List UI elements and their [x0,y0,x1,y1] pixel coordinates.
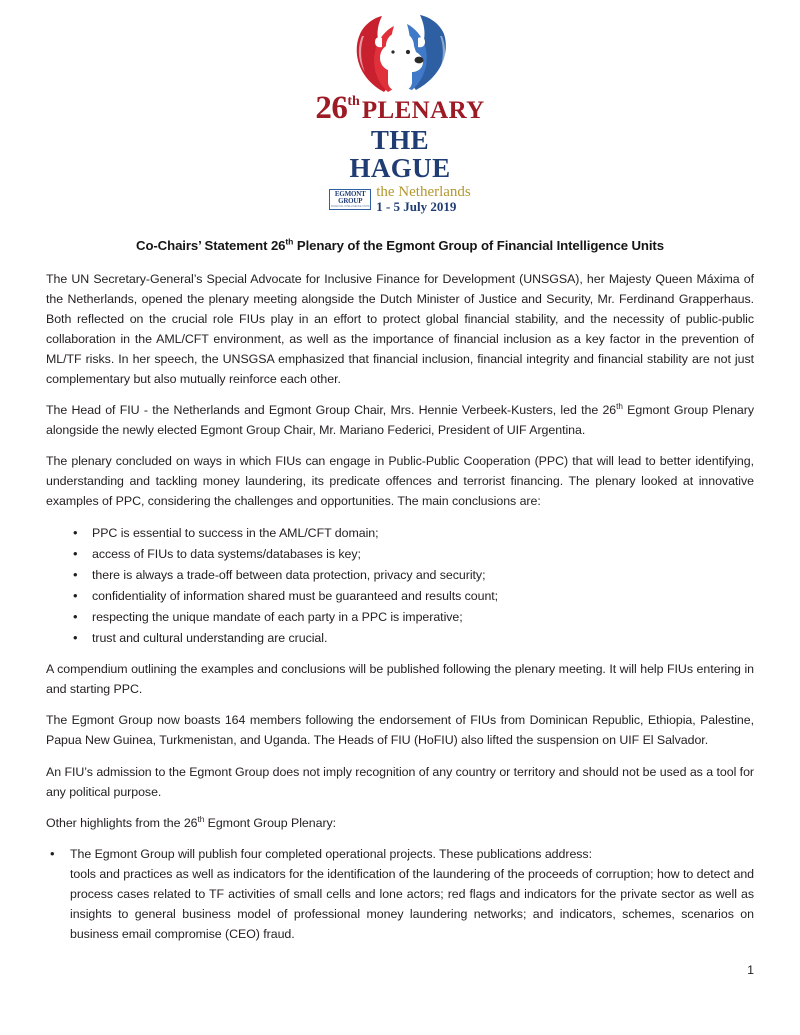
list-item [46,844,754,944]
list-item: • trust and cultural understanding are crucial. [46,628,754,648]
page-title [46,237,754,255]
logo-plenary-word: PLENARY [361,97,485,124]
paragraph-fiu-head [46,400,754,440]
page-title-after: Plenary of the Egmont Group of Financial Intelligence Units [293,237,664,253]
paragraph-fiu-head-before: The Head of FIU - the Netherlands and Egmont Group Chair, Mrs. Hennie Verbeek-Kusters, led the 26 [46,403,617,418]
highlights-list [46,844,754,944]
paragraph-fiu-head-ordinal: th [616,401,623,411]
paragraph-highlights-ordinal: th [197,814,205,824]
logo-city: THE HAGUE [349,125,451,184]
badge-line-2: GROUP [338,197,363,206]
page-title-ordinal: th [285,236,294,247]
list-item: • PPC is essential to success in the AML/CFT domain; [46,523,754,543]
document-body [0,237,800,945]
list-item-body: tools and practices as well as indicators for the identification of the laundering of the proceeds of corruption; how to detect and process cases related to TF activities of small cells and lone actors; red flags and indicators for the private sector as well as insights to general business model of professional money laundering networks; and indicators, schemes, scenarios on business email compromise (CEO) fraud. [70,866,754,942]
badge-line-3: FINANCIAL INTELLIGENCE UNITS [330,205,370,209]
logo-block [0,0,800,215]
page-title-before: Co-Chairs’ Statement 26 [136,237,286,253]
paragraph-other-highlights [46,813,754,833]
logo-country: the Netherlands [376,183,471,200]
paragraph-members: The Egmont Group now boasts 164 members following the endorsement of FIUs from Dominican Republic, Ethiopia, Palestine, Papua New Guinea, Turkmenistan, and Uganda. The Heads of FIU (HoFIU) also lifted the suspension on UIF El Salvador. [46,713,754,748]
list-item: • respecting the unique mandate of each party in a PPC is imperative; [46,607,754,627]
logo-dates: 1 - 5 July 2019 [376,199,457,215]
list-item: • there is always a trade-off between data protection, privacy and security; [46,565,754,585]
badge-line-1: EGMONT [334,190,366,199]
paragraph-highlights-before: Other highlights from the 26 [46,815,198,830]
paragraph-plenary-concluded: The plenary concluded on ways in which FIUs can engage in Public-Public Cooperation (PPC) that will lead to better identifying, understanding and tackling money laundering, its predicate offences and terrorist financing. The plenary looked at innovative examples of PPC, considering the challenges and opportunities. The main conclusions are: [46,454,754,509]
list-item: • access of FIUs to data systems/databases is key; [46,544,754,564]
logo-plenary-line [315,90,485,126]
paragraph-admission: An FIU’s admission to the Egmont Group does not imply recognition of any country or territory and should not be used as a tool for any political purpose. [46,764,754,799]
list-item-lead: • The Egmont Group will publish four completed operational projects. These publications address: [70,846,592,861]
logo-number: 26 [315,90,348,126]
logo-footer-line [324,185,476,215]
egmont-bear-flame-emblem-icon [324,12,476,94]
paragraph-unsgsa: The UN Secretary-General’s Special Advocate for Inclusive Finance for Development (UNSGSA), her Majesty Queen Máxima of the Netherlands, opened the plenary meeting alongside the Dutch Minister of Justice and Security, Mr. Ferdinand Grapperhaus. Both reflected on the crucial role FIUs play in an effort to protect global financial stability, and the necessity of public-public collaboration in the AML/CFT environment, as well as the importance of financial inclusion as a key factor in the prevention of ML/TF risks. In her speech, the UNSGSA emphasized that financial inclusion, financial integrity and financial stability are not just complementary but also mutually reinforce each other. [46,271,754,387]
egmont-group-badge-icon [329,189,371,210]
paragraph-compendium: A compendium outlining the examples and conclusions will be published following the plenary meeting. It will help FIUs entering in and starting PPC. [46,662,754,697]
conclusions-list [46,523,754,649]
plenary-logo [315,12,485,215]
paragraph-fiu-head-after: Egmont Group Plenary alongside the newly elected Egmont Group Chair, Mr. Mariano Federici, President of UIF Argentina. [46,403,754,438]
logo-number-suffix: th [347,94,360,109]
paragraph-highlights-after: Egmont Group Plenary: [204,815,337,830]
page-number: 1 [747,963,754,977]
list-item: • confidentiality of information shared must be guaranteed and results count; [46,586,754,606]
logo-country-date [376,185,471,215]
